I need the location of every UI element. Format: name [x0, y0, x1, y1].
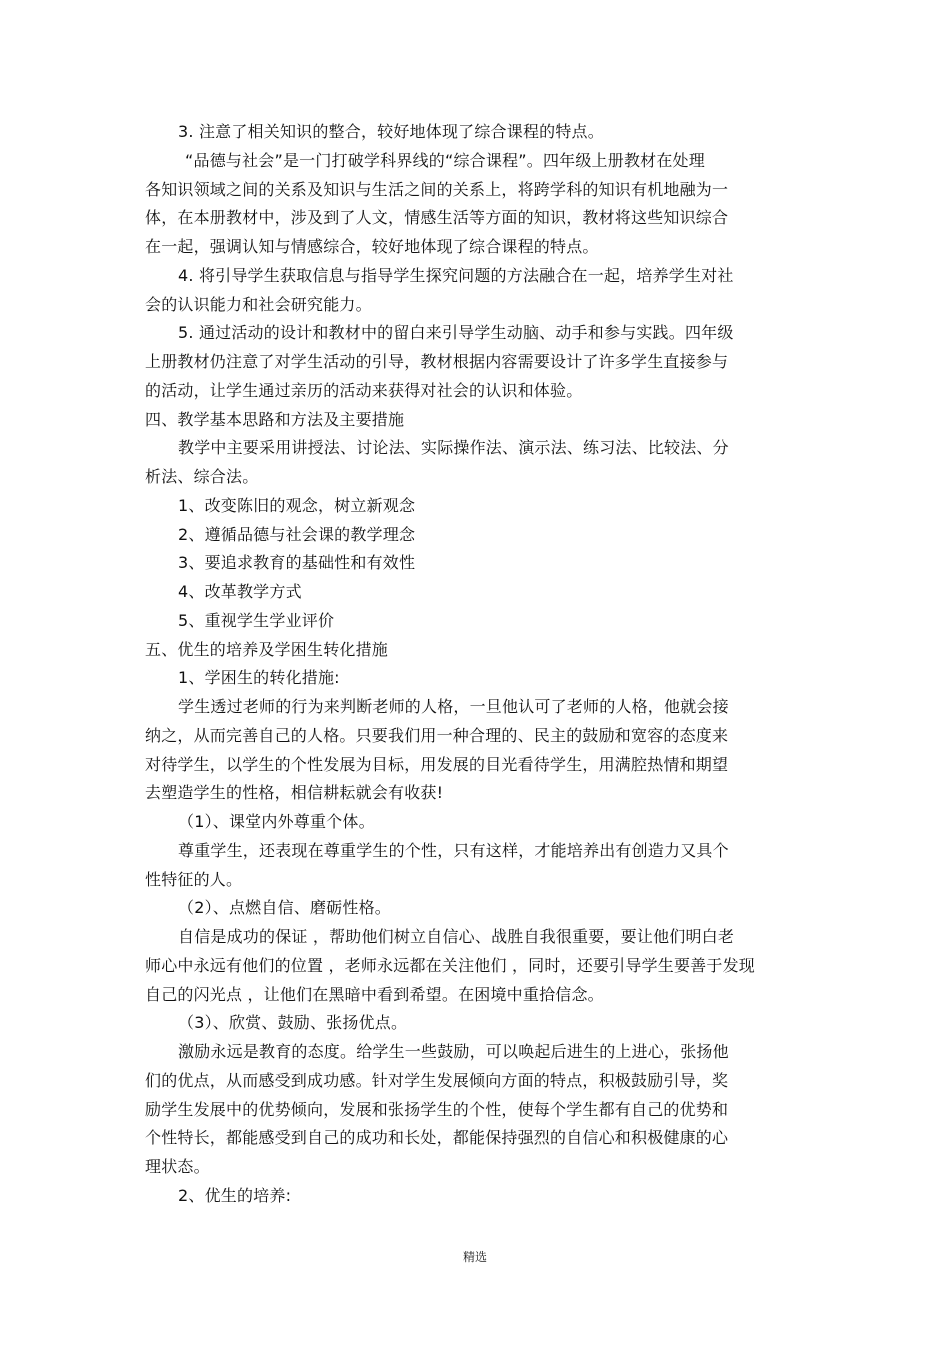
paragraph-line: 尊重学生，还表现在尊重学生的个性，只有这样，才能培养出有创造力又具个	[178, 840, 729, 860]
paragraph-line: “品德与社会”是一门打破学科界线的“综合课程”。四年级上册教材在处理	[185, 150, 705, 170]
paragraph-line: 析法、综合法。	[145, 467, 259, 486]
subsection-heading: （2）、点燃自信、磨砺性格。	[178, 898, 391, 918]
paragraph-line: 对待学生，以学生的个性发展为目标，用发展的目光看待学生，用满腔热情和期望	[145, 754, 729, 774]
document-body	[145, 118, 765, 1211]
paragraph-line: 纳之，从而完善自己的人格。只要我们用一种合理的、民主的鼓励和宽容的态度来	[145, 725, 729, 745]
section-heading: 四、教学基本思路和方法及主要措施	[145, 409, 405, 429]
list-item: 4、改革教学方式	[178, 582, 302, 601]
paragraph-line: 5. 通过活动的设计和教材中的留白来引导学生动脑、动手和参与实践。四年级	[178, 323, 734, 343]
paragraph-line: 励学生发展中的优势倾向，发展和张扬学生的个性，使每个学生都有自己的优势和	[145, 1099, 729, 1119]
paragraph-line: 的活动，让学生通过亲历的活动来获得对社会的认识和体验。	[145, 380, 583, 400]
subsection-heading: 2、优生的培养:	[178, 1185, 292, 1205]
paragraph-line: 自信是成功的保证 ，帮助他们树立自信心、战胜自我很重要，要让他们明白老	[178, 927, 735, 946]
list-item: 2、遵循品德与社会课的教学理念	[178, 524, 416, 544]
paragraph-line: 自己的闪光点 ，让他们在黑暗中看到希望。在困境中重拾信念。	[145, 984, 604, 1004]
paragraph-line: 理状态。	[145, 1157, 210, 1176]
paragraph-line: 4. 将引导学生获取信息与指导学生探究问题的方法融合在一起，培养学生对社	[178, 265, 734, 285]
paragraph-line: 会的认识能力和社会研究能力。	[145, 294, 372, 314]
paragraph-line: 个性特长，都能感受到自己的成功和长处，都能保持强烈的自信心和积极健康的心	[145, 1128, 729, 1148]
paragraph-line: 师心中永远有他们的位置 ，老师永远都在关注他们 ，同时，还要引导学生要善于发现	[145, 955, 755, 975]
paragraph-line: 们的优点，从而感受到成功感。针对学生发展倾向方面的特点，积极鼓励引导，奖	[145, 1070, 729, 1090]
paragraph-line: 在一起，强调认知与情感综合，较好地体现了综合课程的特点。	[145, 237, 599, 256]
paragraph-line: 各知识领域之间的关系及知识与生活之间的关系上，将跨学科的知识有机地融为一	[145, 179, 729, 199]
paragraph-line: 去塑造学生的性格，相信耕耘就会有收获!	[145, 783, 444, 803]
paragraph-line: 体，在本册教材中，涉及到了人文，情感生活等方面的知识，教材将这些知识综合	[145, 208, 729, 228]
list-item: 3、要追求教育的基础性和有效性	[178, 553, 416, 573]
paragraph-line: 性特征的人。	[145, 869, 243, 889]
paragraph-line: 激励永远是教育的态度。给学生一些鼓励，可以唤起后进生的上进心，张扬他	[178, 1042, 729, 1061]
subsection-heading: （3）、欣赏、鼓励、张扬优点。	[178, 1013, 408, 1033]
subsection-heading: 1、学困生的转化措施:	[178, 668, 340, 688]
subsection-heading: （1）、课堂内外尊重个体。	[178, 812, 375, 831]
section-heading: 五、优生的培养及学困生转化措施	[145, 639, 389, 659]
paragraph-line: 3. 注意了相关知识的整合，较好地体现了综合课程的特点。	[178, 122, 604, 141]
list-item: 1、改变陈旧的观念，树立新观念	[178, 495, 416, 515]
paragraph-line: 教学中主要采用讲授法、讨论法、实际操作法、演示法、练习法、比较法、分	[178, 438, 729, 458]
paragraph-line: 学生透过老师的行为来判断老师的人格，一旦他认可了老师的人格，他就会接	[178, 697, 729, 716]
paragraph-line: 上册教材仍注意了对学生活动的引导，教材根据内容需要设计了许多学生直接参与	[145, 352, 729, 371]
page-footer: 精选	[462, 1250, 487, 1264]
list-item: 5、重视学生学业评价	[178, 610, 335, 630]
